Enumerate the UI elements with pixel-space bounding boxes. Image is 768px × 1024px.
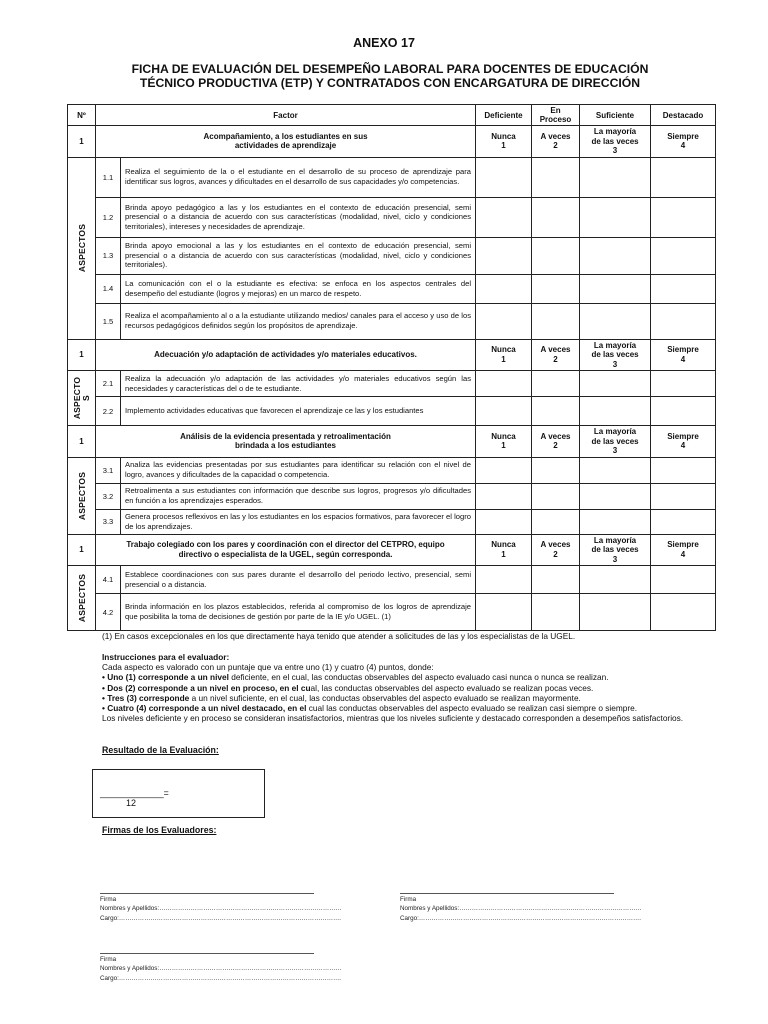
score-cell-2[interactable] xyxy=(532,457,580,483)
scale-nunca: Nunca 1 xyxy=(476,126,532,158)
aspect-label: ASPECTOS xyxy=(76,573,87,623)
signature-line xyxy=(100,953,314,954)
aspect-label: ASPECTOS xyxy=(76,471,87,520)
factor-name: Análisis de la evidencia presentada y retroalimentación brindada a los estudiantes xyxy=(96,426,476,458)
score-cell-2[interactable] xyxy=(532,397,580,426)
signature-block[interactable] xyxy=(400,893,642,923)
header-num: Nº xyxy=(68,105,96,126)
scale-a-veces: A veces 2 xyxy=(532,534,580,566)
evaluator-instructions xyxy=(102,652,702,723)
aspect-description: Brinda información en los plazos establecidos, referida al compromiso de los logros de aprendizaje que posibilita la toma de decisiones de gestión por parte de la IE y/o UGEL. (1) xyxy=(121,594,476,631)
score-cell-1[interactable] xyxy=(476,457,532,483)
document-title xyxy=(60,62,720,90)
aspect-label: ASPECTOS xyxy=(76,223,87,273)
aspect-id: 4.1 xyxy=(96,566,121,594)
aspect-id: 1.4 xyxy=(96,274,121,303)
score-cell-4[interactable] xyxy=(651,483,716,509)
score-cell-1[interactable] xyxy=(476,397,532,426)
score-cell-2[interactable] xyxy=(532,371,580,397)
factor-num: 1 xyxy=(68,534,96,566)
score-cell-2[interactable] xyxy=(532,566,580,594)
aspect-description: Brinda apoyo pedagógico a las y los estudiantes en el contexto de educación presencial, semi presencial o a distancia de acuerdo con sus características (modalidad, nivel, ciclo y condiciones territoriales), intereses y necesidades de aprendizaje. xyxy=(121,197,476,237)
title-line-2: TÉCNICO PRODUCTIVA (ETP) Y CONTRATADOS CON ENCARGATURA DE DIRECCIÓN xyxy=(139,76,641,90)
score-cell-4[interactable] xyxy=(651,274,716,303)
result-title: Resultado de la Evaluación: xyxy=(102,745,219,755)
signature-name-field: Nombres y Apellidos:…………………………………………………………………………… xyxy=(400,905,642,913)
factor-row xyxy=(68,426,716,458)
signature-role-field: Cargo:……………………………………………………………………………………………. xyxy=(100,974,342,982)
score-cell-3[interactable] xyxy=(580,303,651,339)
score-cell-1[interactable] xyxy=(476,303,532,339)
signatures-title: Firmas de los Evaluadores: xyxy=(102,825,217,835)
score-cell-1[interactable] xyxy=(476,566,532,594)
score-cell-4[interactable] xyxy=(651,594,716,631)
score-cell-1[interactable] xyxy=(476,483,532,509)
score-cell-4[interactable] xyxy=(651,197,716,237)
header-en-proceso: En Proceso xyxy=(532,105,580,126)
score-cell-1[interactable] xyxy=(476,509,532,534)
scale-siempre: Siempre 4 xyxy=(651,339,716,371)
scale-la-mayoria: La mayoría de las veces 3 xyxy=(580,126,651,158)
aspect-id: 2.1 xyxy=(96,371,121,397)
factor-name: Adecuación y/o adaptación de actividades y/o materiales educativos. xyxy=(96,339,476,371)
signature-role-field: Cargo:……………………………………………………………………………………………. xyxy=(100,914,342,922)
aspect-id: 1.2 xyxy=(96,197,121,237)
signature-firma-label: Firma xyxy=(400,896,417,903)
aspect-group-cell xyxy=(68,371,96,426)
instructions-intro: Cada aspecto es valorado con un puntaje que va entre uno (1) y cuatro (4) puntos, donde: xyxy=(102,662,434,673)
score-cell-2[interactable] xyxy=(532,157,580,197)
scale-a-veces: A veces 2 xyxy=(532,426,580,458)
factor-num: 1 xyxy=(68,126,96,158)
aspect-row xyxy=(68,303,716,339)
factor-row xyxy=(68,339,716,371)
score-cell-2[interactable] xyxy=(532,594,580,631)
header-deficiente: Deficiente xyxy=(476,105,532,126)
scale-nunca: Nunca 1 xyxy=(476,339,532,371)
score-cell-1[interactable] xyxy=(476,157,532,197)
factor-row xyxy=(68,534,716,566)
aspect-description: Realiza el seguimiento de la o el estudiante en el desarrollo de su proceso de aprendizaje para identificar sus logros, avances y dificultades en el desarrollo de sus capacidades y/o competencias. xyxy=(121,157,476,197)
score-cell-4[interactable] xyxy=(651,457,716,483)
aspect-id: 3.2 xyxy=(96,483,121,509)
aspect-row xyxy=(68,197,716,237)
signature-line xyxy=(100,893,314,894)
scale-a-veces: A veces 2 xyxy=(532,126,580,158)
header-destacado: Destacado xyxy=(651,105,716,126)
aspect-description: Realiza la adecuación y/o adaptación de las actividades y/o materiales educativos según las necesidades y características del o de te estudiante. xyxy=(121,371,476,397)
score-cell-3[interactable] xyxy=(580,371,651,397)
score-cell-3[interactable] xyxy=(580,594,651,631)
instructions-bullet-3: • Tres (3) corresponde a un nivel suficiente, en el cual, las conductas observables del aspecto evaluado se realizan mayormente. xyxy=(102,692,581,703)
result-denominator: 12 xyxy=(126,798,137,808)
instructions-bullet-1: • Uno (1) corresponde a un nivel deficiente, en el cual, las conductas observables del aspecto evaluado casi nunca o nunca se realizan. xyxy=(102,672,609,683)
aspect-id: 1.5 xyxy=(96,303,121,339)
score-cell-2[interactable] xyxy=(532,483,580,509)
aspect-id: 1.3 xyxy=(96,237,121,274)
score-cell-4[interactable] xyxy=(651,371,716,397)
signature-name-field: Nombres y Apellidos:…………………………………………………………………………… xyxy=(100,905,342,913)
score-cell-4[interactable] xyxy=(651,237,716,274)
aspect-row xyxy=(68,566,716,594)
score-cell-3[interactable] xyxy=(580,197,651,237)
scale-siempre: Siempre 4 xyxy=(651,126,716,158)
result-box[interactable] xyxy=(92,769,265,818)
signature-line xyxy=(400,893,614,894)
score-cell-2[interactable] xyxy=(532,509,580,534)
score-cell-3[interactable] xyxy=(580,509,651,534)
aspect-row xyxy=(68,594,716,631)
instructions-title: Instrucciones para el evaluador: xyxy=(102,652,230,662)
scale-la-mayoria: La mayoría de las veces 3 xyxy=(580,534,651,566)
score-cell-2[interactable] xyxy=(532,237,580,274)
score-cell-4[interactable] xyxy=(651,509,716,534)
aspect-description: Analiza las evidencias presentadas por sus estudiantes para identificar su relación con el nivel de logro, avances y dificultades de la capacidad o competencia. xyxy=(121,457,476,483)
score-cell-1[interactable] xyxy=(476,594,532,631)
instructions-bullet-4: • Cuatro (4) corresponde a un nivel destacado, en el cual las conductas observables del aspecto evaluado se realizan casi siempre o siempre. xyxy=(102,703,638,714)
scale-siempre: Siempre 4 xyxy=(651,426,716,458)
title-line-1: FICHA DE EVALUACIÓN DEL DESEMPEÑO LABORAL PARA DOCENTES DE EDUCACIÓN xyxy=(131,62,649,76)
score-cell-3[interactable] xyxy=(580,274,651,303)
score-cell-1[interactable] xyxy=(476,197,532,237)
score-cell-3[interactable] xyxy=(580,397,651,426)
signature-firma-label: Firma xyxy=(100,896,117,903)
scale-la-mayoria: La mayoría de las veces 3 xyxy=(580,426,651,458)
scale-nunca: Nunca 1 xyxy=(476,534,532,566)
signature-name-field: Nombres y Apellidos:…………………………………………………………………………… xyxy=(100,965,342,973)
aspect-row xyxy=(68,237,716,274)
score-cell-3[interactable] xyxy=(580,457,651,483)
signature-firma-label: Firma xyxy=(100,956,117,963)
aspect-id: 4.2 xyxy=(96,594,121,631)
score-cell-1[interactable] xyxy=(476,237,532,274)
aspect-row xyxy=(68,157,716,197)
aspect-description: Implemento actividades educativas que favorecen el aprendizaje ce las y los estudiantes xyxy=(121,397,476,426)
table-header xyxy=(68,105,716,126)
aspect-description: La comunicación con el o la estudiante es efectiva: se enfoca en los aspectos centrales del desempeño del estudiante (logros y mejoras) en un marco de respeto. xyxy=(121,274,476,303)
aspect-row xyxy=(68,397,716,426)
aspect-group-cell xyxy=(68,457,96,534)
aspect-id: 2.2 xyxy=(96,397,121,426)
score-cell-3[interactable] xyxy=(580,157,651,197)
score-cell-4[interactable] xyxy=(651,397,716,426)
score-cell-4[interactable] xyxy=(651,157,716,197)
score-cell-1[interactable] xyxy=(476,274,532,303)
annex-number: ANEXO 17 xyxy=(353,36,415,50)
header-factor: Factor xyxy=(96,105,476,126)
factor-name: Acompañamiento, a los estudiantes en sus actividades de aprendizaje xyxy=(96,126,476,158)
score-cell-4[interactable] xyxy=(651,303,716,339)
evaluation-table xyxy=(67,104,716,631)
signature-role-field: Cargo:……………………………………………………………………………………………. xyxy=(400,914,642,922)
footnote: (1) En casos excepcionales en los que directamente haya tenido que atender a solicitudes de las y los especialistas de la UGEL. xyxy=(102,631,576,641)
aspect-group-cell xyxy=(68,157,96,339)
score-cell-3[interactable] xyxy=(580,483,651,509)
factor-name: Trabajo colegiado con los pares y coordinación con el director del CETPRO, equipo directivo o especialista de la UGEL, según corresponda. xyxy=(96,534,476,566)
score-cell-2[interactable] xyxy=(532,303,580,339)
score-cell-4[interactable] xyxy=(651,566,716,594)
scale-nunca: Nunca 1 xyxy=(476,426,532,458)
factor-num: 1 xyxy=(68,339,96,371)
instructions-closing: Los niveles deficiente y en proceso se consideran insatisfactorios, mientras que los niveles suficiente y destacado corresponden a desempeños satisfactorios. xyxy=(102,713,684,724)
aspect-description: Genera procesos reflexivos en las y los estudiantes en los espacios formativos, para favorecer el logro de los aprendizajes. xyxy=(121,509,476,534)
signature-block[interactable] xyxy=(100,893,342,923)
aspect-description: Brinda apoyo emocional a las y los estudiantes en el contexto de educación presencial, semi presencial o a distancia de acuerdo con sus características (modalidad, nivel, ciclo y condiciones territoriales). xyxy=(121,237,476,274)
aspect-id: 1.1 xyxy=(96,157,121,197)
scale-la-mayoria: La mayoría de las veces 3 xyxy=(580,339,651,371)
aspect-group-cell xyxy=(68,566,96,631)
scale-a-veces: A veces 2 xyxy=(532,339,580,371)
score-cell-2[interactable] xyxy=(532,197,580,237)
aspect-id: 3.1 xyxy=(96,457,121,483)
aspect-description: Establece coordinaciones con sus pares durante el desarrollo del periodo lectivo, presencial, semi presencial o a distancia. xyxy=(121,566,476,594)
score-cell-3[interactable] xyxy=(580,237,651,274)
aspect-row xyxy=(68,457,716,483)
score-cell-2[interactable] xyxy=(532,274,580,303)
aspect-description: Realiza el acompañamiento al o a la estudiante utilizando medios/ canales para el acceso y uso de los recursos pedagógicos definidos según los propósitos de aprendizaje. xyxy=(121,303,476,339)
aspect-row xyxy=(68,509,716,534)
instructions-bullet-2: • Dos (2) corresponde a un nivel en proceso, en el cual, las conductas observables del aspecto evaluado se realizan pocas veces. xyxy=(102,682,594,693)
factor-row xyxy=(68,126,716,158)
factor-num: 1 xyxy=(68,426,96,458)
scale-siempre: Siempre 4 xyxy=(651,534,716,566)
score-cell-3[interactable] xyxy=(580,566,651,594)
aspect-row xyxy=(68,371,716,397)
signature-block[interactable] xyxy=(100,953,342,983)
aspect-row xyxy=(68,274,716,303)
aspect-id: 3.3 xyxy=(96,509,121,534)
aspect-row xyxy=(68,483,716,509)
header-suficiente: Suficiente xyxy=(580,105,651,126)
score-cell-1[interactable] xyxy=(476,371,532,397)
aspect-description: Retroalimenta a sus estudiantes con información que describe sus logros, progresos y/o dificultades en función a los aprendizajes esperados. xyxy=(121,483,476,509)
result-score-line: _____________= xyxy=(100,788,169,798)
aspect-label: ASPECTO S xyxy=(71,376,91,420)
